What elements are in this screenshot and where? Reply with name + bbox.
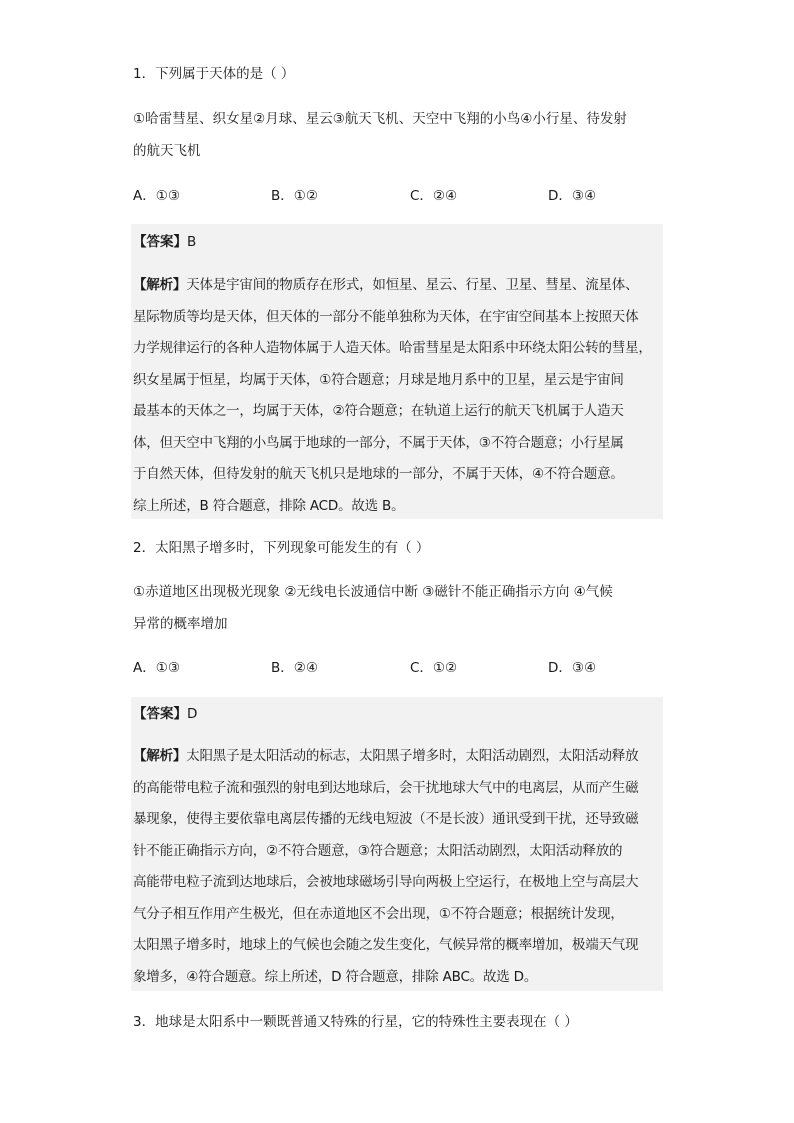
question-2-stem-line-1: ①赤道地区出现极光现象 ②无线电长波通信中断 ③磁针不能正确指示方向 ④气候 (133, 584, 613, 600)
question-2-option-c[interactable]: C．①② (410, 660, 458, 676)
question-1-option-c[interactable]: C．②④ (410, 188, 458, 204)
analysis-line: 太阳黑子增多时，地球上的气候也会随之发生变化，气候异常的概率增加，极端天气现 (133, 937, 639, 953)
question-2-options (133, 658, 663, 678)
analysis-line: 高能带电粒子流到达地球后，会被地球磁场引导向两极上空运行，在极地上空与高层大 (133, 874, 639, 890)
answer-value: B (187, 234, 197, 250)
analysis-line: 最基本的天体之一，均属于天体，②符合题意；在轨道上运行的航天飞机属于人造天 (133, 403, 624, 419)
question-3-title: 3．地球是太阳系中一颗既普通又特殊的行星，它的特殊性主要表现在（ ） (133, 1014, 578, 1030)
question-1-stem-line-1: ①哈雷彗星、织女星②月球、星云③航天飞机、天空中飞翔的小鸟④小行星、待发射 (133, 111, 627, 127)
question-1-stem-line-2: 的航天飞机 (133, 142, 201, 159)
question-2-title: 2．太阳黑子增多时，下列现象可能发生的有（ ） (133, 540, 430, 556)
answer-value: D (187, 706, 198, 722)
question-1-answer (133, 232, 663, 252)
question-1-title: 1．下列属于天体的是（ ） (133, 66, 295, 82)
answer-label: 【答案】 (133, 706, 187, 722)
analysis-line: 【解析】太阳黑子是太阳活动的标志，太阳黑子增多时，太阳活动剧烈，太阳活动释放 (133, 748, 639, 764)
analysis-line: 针不能正确指示方向，②不符合题意，③符合题意；太阳活动剧烈，太阳活动释放的 (133, 842, 623, 859)
analysis-line: 星际物质等均是天体，但天体的一部分不能单独称为天体，在宇宙空间基本上按照天体 (133, 308, 639, 325)
analysis-label: 【解析】 (133, 748, 187, 764)
analysis-label: 【解析】 (133, 277, 187, 293)
analysis-line: 【解析】天体是宇宙间的物质存在形式，如恒星、星云、行星、卫星、彗星、流星体、 (133, 277, 639, 293)
analysis-line: 的高能带电粒子流和强烈的射电到达地球后，会干扰地球大气中的电离层，从而产生磁 (133, 779, 639, 796)
question-1-option-a[interactable]: A．①③ (133, 188, 180, 204)
question-1-answer-box (131, 224, 663, 519)
analysis-line: 气分子相互作用产生极光，但在赤道地区不会出现，①不符合题意；根据统计发现， (133, 905, 624, 922)
question-2-option-a[interactable]: A．①③ (133, 660, 180, 676)
analysis-line: 织女星属于恒星，均属于天体，①符合题意；月球是地月系中的卫星，星云是宇宙间 (133, 371, 624, 388)
question-2-option-d[interactable]: D．③④ (548, 660, 597, 676)
analysis-line: 象增多，④符合题意。综上所述，D 符合题意，排除 ABC。故选 D。 (133, 968, 538, 985)
analysis-line: 于自然天体，但待发射的航天飞机只是地球的一部分，不属于天体，④不符合题意。 (133, 466, 624, 482)
question-1-options (133, 186, 663, 206)
question-2-answer (133, 704, 663, 724)
question-1-option-d[interactable]: D．③④ (548, 188, 597, 204)
question-1-stem (133, 104, 663, 167)
question-1-analysis (133, 270, 665, 522)
analysis-line: 体，但天空中飞翔的小鸟属于地球的一部分，不属于天体，③不符合题意；小行星属 (133, 434, 624, 451)
question-2-analysis (133, 741, 665, 993)
analysis-line: 力学规律运行的各种人造物体属于人造天体。哈雷彗星是太阳系中环绕太阳公转的彗星， (133, 340, 652, 356)
question-2-stem (133, 577, 663, 640)
analysis-line: 综上所述，B 符合题意，排除 ACD。故选 B。 (133, 497, 405, 514)
question-2-answer-box (131, 697, 663, 991)
answer-label: 【答案】 (133, 234, 187, 250)
question-2-option-b[interactable]: B．②④ (271, 660, 318, 676)
analysis-line: 暴现象，使得主要依靠电离层传播的无线电短波（不是长波）通讯受到干扰，还导致磁 (133, 811, 639, 827)
question-2-stem-line-2: 异常的概率增加 (133, 615, 228, 632)
question-1-option-b[interactable]: B．①② (271, 188, 318, 204)
